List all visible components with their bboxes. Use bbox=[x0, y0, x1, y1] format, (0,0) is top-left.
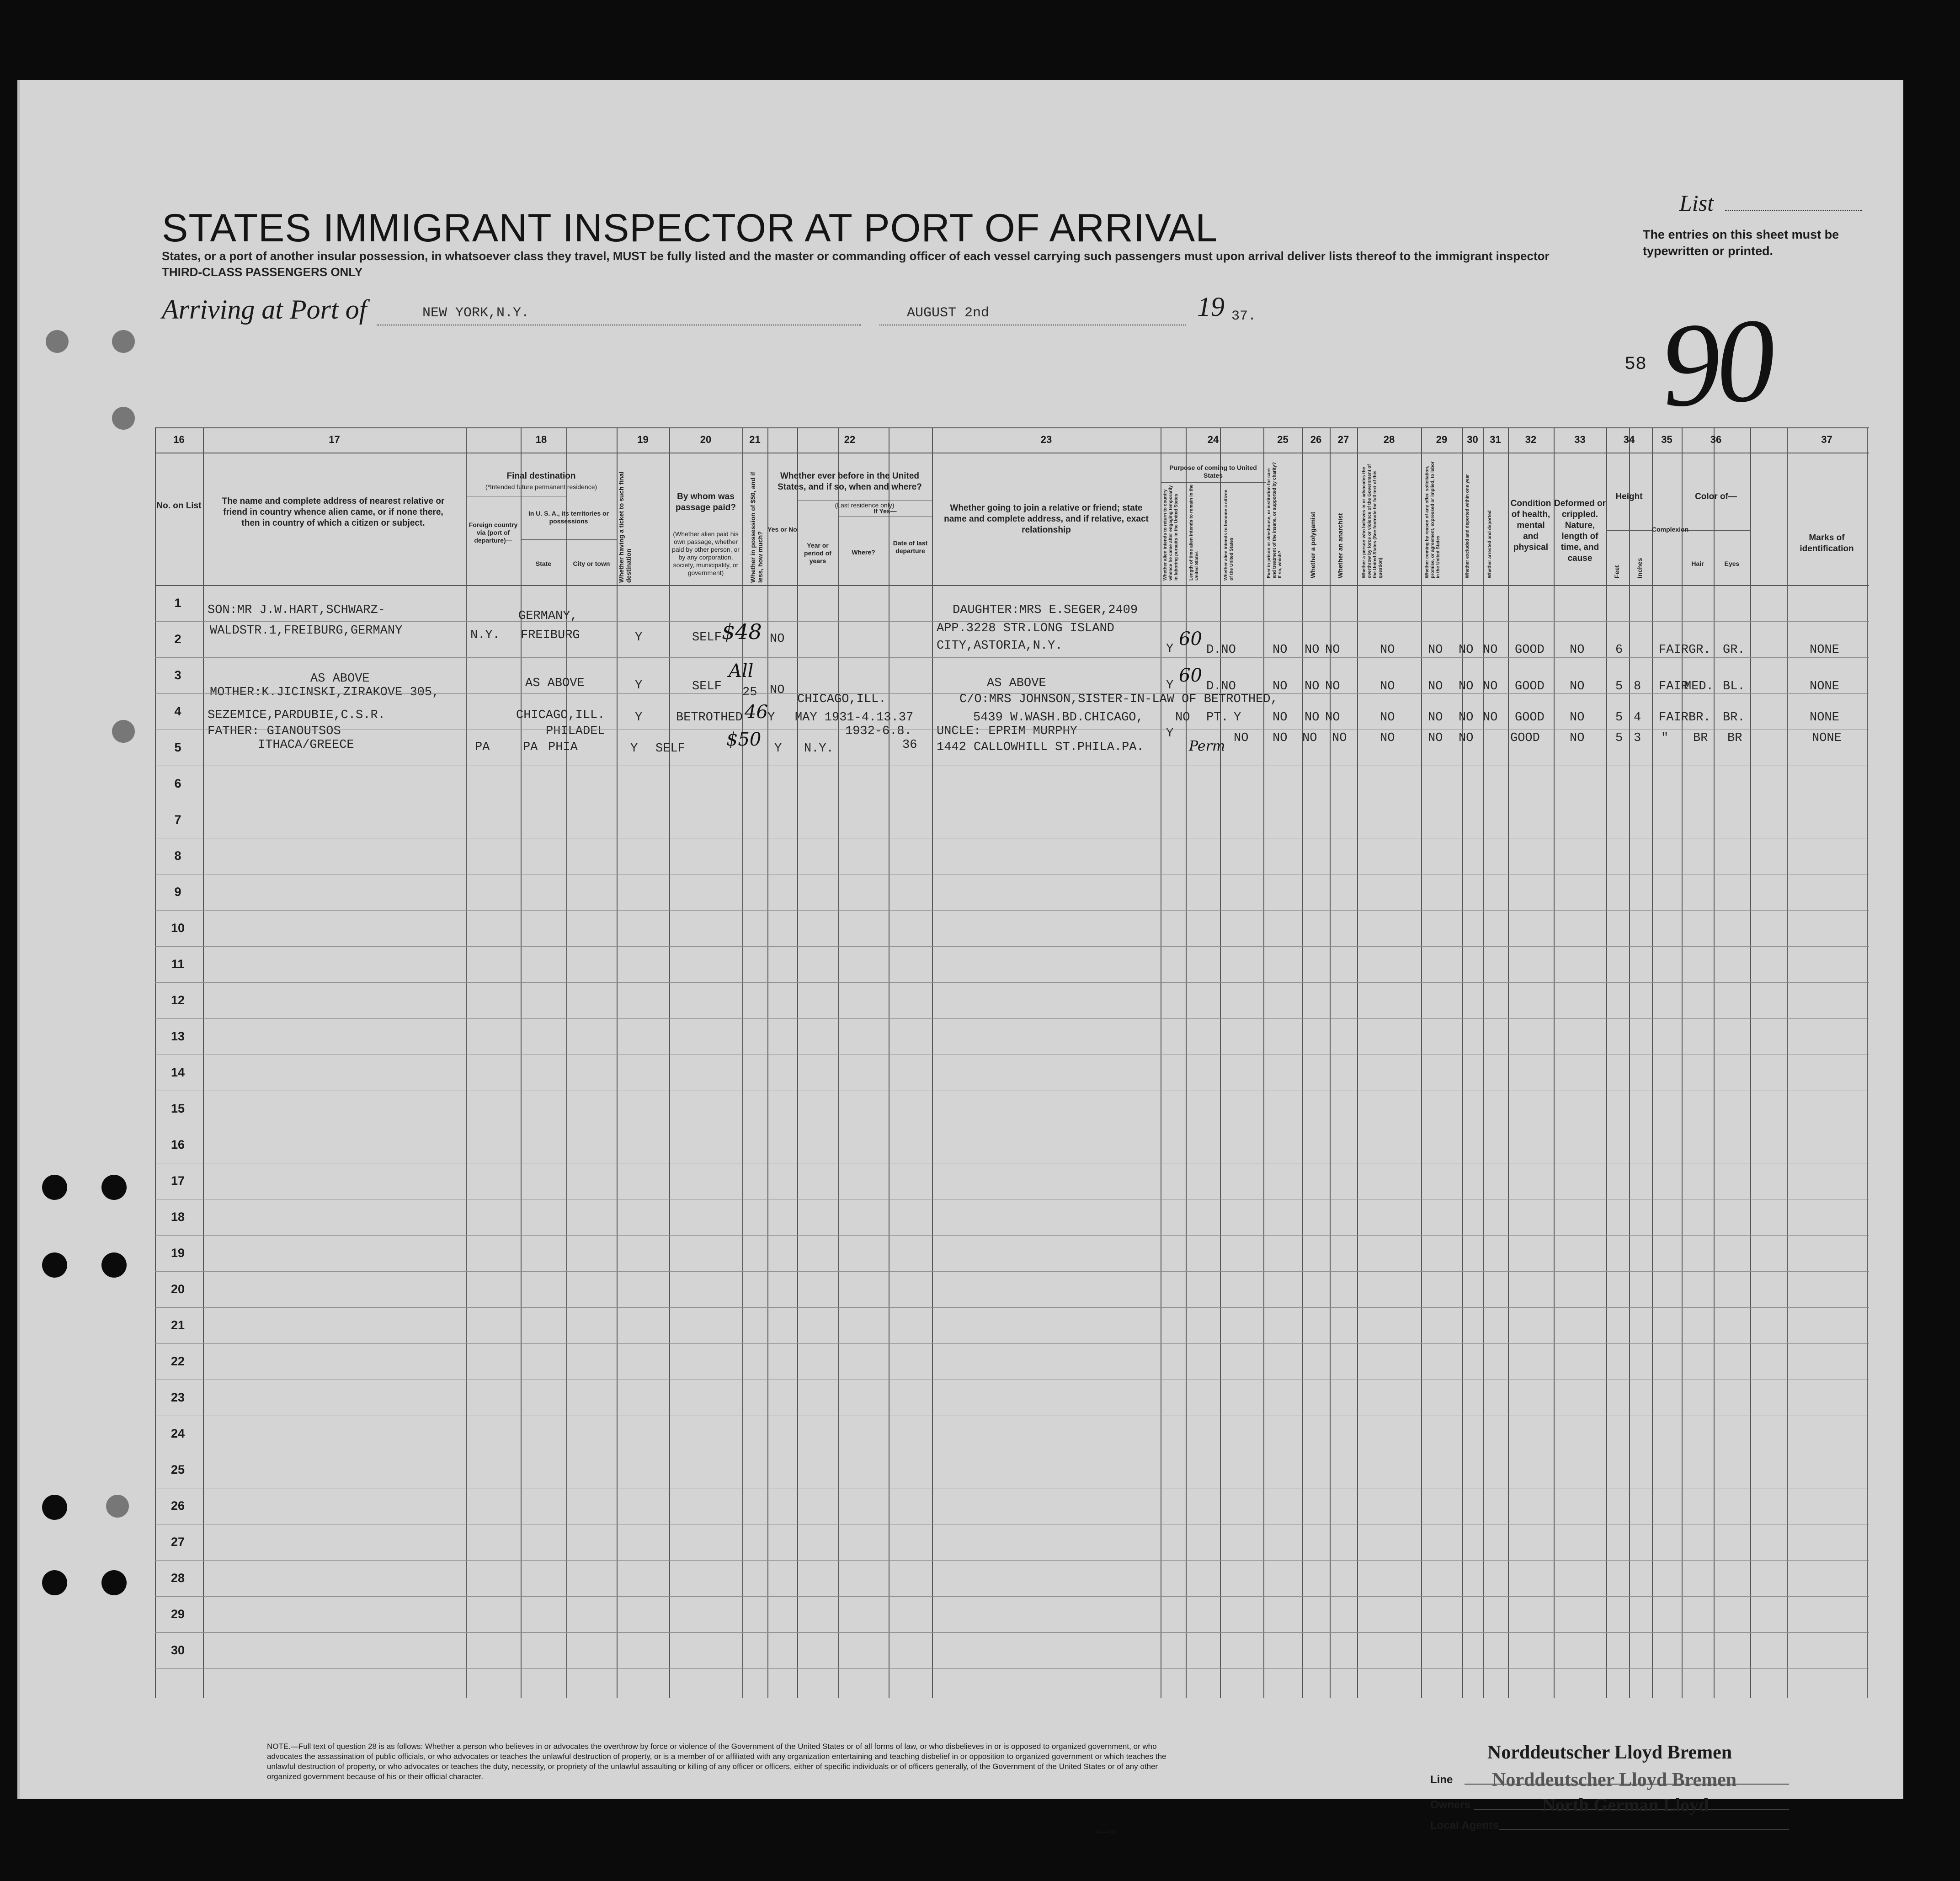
r1-q31: NO bbox=[1483, 643, 1498, 657]
r1-city: GERMANY, bbox=[518, 609, 578, 623]
colnum: 21 bbox=[749, 434, 761, 445]
manifest-table bbox=[155, 427, 1869, 1698]
hdr-money: Whether in possession of $50, and if less, how much? bbox=[749, 472, 764, 583]
r3-health: GOOD bbox=[1515, 680, 1545, 693]
year-prefix: 19 bbox=[1197, 292, 1225, 322]
row-number: 5 bbox=[174, 741, 181, 754]
page-stamp-number: 58 bbox=[1624, 354, 1647, 375]
row-line bbox=[155, 1018, 1869, 1019]
row-number: 9 bbox=[174, 885, 181, 899]
hdr-city: City or town bbox=[573, 560, 610, 567]
punch-hole bbox=[101, 1570, 127, 1595]
r3-anarchist: NO bbox=[1325, 680, 1340, 693]
punch-hole bbox=[112, 407, 135, 430]
list-underline bbox=[1725, 210, 1862, 211]
row-number: 4 bbox=[174, 704, 181, 718]
hdr-marks: Marks of identification bbox=[1800, 533, 1854, 554]
row-number: 14 bbox=[170, 1066, 185, 1079]
list-note: The entries on this sheet must be typewritten or printed. bbox=[1643, 228, 1839, 258]
punch-hole bbox=[112, 720, 135, 743]
list-label: List bbox=[1679, 190, 1714, 216]
r3b-health: GOOD bbox=[1515, 711, 1545, 725]
row-number: 24 bbox=[170, 1427, 185, 1440]
agents-label: Local Agents bbox=[1430, 1819, 1499, 1832]
r3-purpose-a2: NO bbox=[1175, 711, 1190, 725]
row-number: 2 bbox=[174, 632, 181, 646]
row-line bbox=[155, 1307, 1869, 1308]
r1-anarchist: NO bbox=[1325, 643, 1340, 657]
r3-polygamist: NO bbox=[1305, 680, 1320, 693]
r3-prison: NO bbox=[1273, 680, 1288, 693]
hdr-complexion: Complexion bbox=[1652, 526, 1689, 533]
colnum: 34 bbox=[1623, 434, 1635, 445]
owners-stamp: Norddeutscher Lloyd Bremen bbox=[1492, 1769, 1737, 1790]
hdr-where: Where? bbox=[852, 549, 875, 556]
r4-joining: UNCLE: EPRIM MURPHY bbox=[937, 725, 1077, 738]
colnum: 23 bbox=[1040, 434, 1052, 445]
punch-hole bbox=[101, 1175, 127, 1200]
hdr-before-us-note: (Last residence only) bbox=[835, 501, 895, 509]
r4-where: N.Y. bbox=[804, 742, 834, 756]
hdr-in-usa: In U. S. A., its territories or possessions bbox=[528, 510, 609, 525]
r3b-complexion: FAIR bbox=[1659, 711, 1688, 725]
row-number: 7 bbox=[174, 813, 181, 826]
punch-hole bbox=[42, 1570, 67, 1595]
hdr-no-on-list: No. on List bbox=[156, 501, 202, 511]
hdr-foreign-country: Foreign country via (port of departure)— bbox=[469, 521, 518, 544]
hdr-paid-by-note: (Whether alien paid his own passage, whether paid by other person, or by any corporation, society, municipality, or government) bbox=[672, 530, 740, 576]
row-number: 26 bbox=[170, 1499, 185, 1513]
r3-period: MAY 1931-4.13.37 bbox=[795, 711, 914, 725]
r4-q31: NO bbox=[1459, 731, 1474, 745]
r3-hair: MED. bbox=[1684, 680, 1714, 693]
r3-purpose-a: Y bbox=[1166, 679, 1174, 693]
hdr-polygamist: Whether a polygamist bbox=[1309, 512, 1316, 578]
r3-ticket: Y bbox=[635, 679, 643, 693]
r3-relative: SEZEMICE,PARDUBIE,C.S.R. bbox=[208, 709, 385, 722]
hdr-hair: Hair bbox=[1691, 560, 1704, 567]
r1-purpose-c: D.NO bbox=[1206, 643, 1236, 657]
punch-hole bbox=[42, 1175, 67, 1200]
punch-hole bbox=[42, 1495, 67, 1520]
r4-before: Y bbox=[774, 742, 782, 756]
r1-joining: CITY,ASTORIA,N.Y. bbox=[937, 639, 1063, 653]
r4-feet: 5 bbox=[1615, 731, 1623, 745]
r3-paid: BETROTHED bbox=[676, 711, 743, 725]
row-number: 21 bbox=[170, 1318, 185, 1332]
punch-hole bbox=[101, 1252, 127, 1278]
row-number: 30 bbox=[170, 1643, 185, 1657]
r3-ticket: Y bbox=[635, 711, 643, 725]
punch-hole bbox=[106, 1495, 129, 1518]
colnum: 36 bbox=[1710, 434, 1722, 445]
r3-money: 46 bbox=[745, 702, 768, 723]
r4-eyes: BR bbox=[1727, 731, 1742, 745]
r3-where: CHICAGO,ILL. bbox=[797, 693, 886, 706]
hdr-final-destination: Final destination bbox=[506, 471, 576, 481]
r3-q30: NO bbox=[1459, 680, 1474, 693]
hdr-final-destination-note: (*Intended future permanent residence) bbox=[485, 483, 597, 490]
r1-q29: NO bbox=[1428, 643, 1443, 657]
r3-joining: AS ABOVE bbox=[987, 677, 1046, 690]
row-number: 8 bbox=[174, 849, 181, 863]
r3b-eyes: BR. bbox=[1723, 711, 1745, 725]
third-class-note: THIRD-CLASS PASSENGERS ONLY bbox=[162, 265, 363, 279]
r4-prison: NO bbox=[1234, 731, 1249, 745]
r3-before: NO bbox=[770, 683, 785, 697]
r3-q31: NO bbox=[1483, 680, 1498, 693]
r1-city: FREIBURG bbox=[521, 629, 580, 642]
r1-relative: WALDSTR.1,FREIBURG,GERMANY bbox=[210, 624, 403, 638]
r3-relative: AS ABOVE bbox=[310, 672, 370, 686]
r3-relative: MOTHER:K.JICINSKI,ZIRAKOVE 305, bbox=[210, 686, 440, 699]
r4-relative: FATHER: GIANOUTSOS bbox=[208, 725, 341, 738]
r3-q28: NO bbox=[1380, 680, 1395, 693]
r1-hair: GR. bbox=[1688, 643, 1711, 657]
colnum: 16 bbox=[173, 434, 185, 445]
r3-deformed: NO bbox=[1570, 680, 1585, 693]
r4-marks: NONE bbox=[1812, 731, 1842, 745]
row-line bbox=[155, 1560, 1869, 1561]
row-number: 23 bbox=[170, 1391, 185, 1404]
r3-joining: C/O:MRS JOHNSON,SISTER-IN-LAW OF BETROTHED, bbox=[959, 693, 1278, 706]
hdr-health: Condition of health, mental and physical bbox=[1510, 499, 1551, 552]
hdr-q30: Whether excluded and deported within one year bbox=[1465, 474, 1470, 578]
r3-prison2: Y bbox=[1234, 711, 1241, 725]
hdr-prison: Ever in prison or almshouse, or institution for care and treatment of the insane, or supported by charity? If so, which? bbox=[1267, 462, 1283, 578]
r4-q28: NO bbox=[1332, 731, 1347, 745]
r3b-q31: NO bbox=[1483, 711, 1498, 725]
row-line bbox=[155, 1271, 1869, 1272]
r3-city: CHICAGO,ILL. bbox=[516, 709, 605, 722]
line-label: Line bbox=[1430, 1774, 1453, 1786]
year-suffix: 37. bbox=[1231, 309, 1257, 324]
r1-purpose-b: 60 bbox=[1179, 629, 1202, 650]
row-line bbox=[155, 910, 1869, 911]
r3b-marks: NONE bbox=[1810, 711, 1839, 725]
row-number: 25 bbox=[170, 1463, 185, 1476]
r4-period: 36 bbox=[902, 738, 917, 752]
colnum: 17 bbox=[329, 434, 340, 445]
row-line bbox=[155, 1668, 1869, 1669]
row-number: 3 bbox=[174, 668, 181, 682]
r4-city: PHIA bbox=[548, 741, 578, 754]
hdr-purpose: Purpose of coming to United States bbox=[1169, 464, 1257, 479]
r4-health: GOOD bbox=[1510, 731, 1540, 745]
r3-marks: NONE bbox=[1810, 680, 1839, 693]
r1-complexion: FAIR bbox=[1659, 643, 1688, 657]
r4-purpose-b: Perm bbox=[1189, 738, 1225, 754]
hdr-state: State bbox=[535, 560, 552, 567]
punch-hole bbox=[42, 1252, 67, 1278]
r4-joining: 1442 CALLOWHILL ST.PHILA.PA. bbox=[937, 741, 1144, 754]
row-line bbox=[155, 1235, 1869, 1236]
r4-polygamist: NO bbox=[1273, 731, 1288, 745]
r3b-q28: NO bbox=[1380, 711, 1395, 725]
port-field bbox=[377, 305, 861, 325]
r3b-q30: NO bbox=[1459, 711, 1474, 725]
hdr-inches: Inches bbox=[1636, 558, 1643, 578]
r1-prison: NO bbox=[1273, 643, 1288, 657]
r4-state: PA bbox=[523, 741, 538, 754]
r4-hair: BR bbox=[1693, 731, 1708, 745]
row-number: 6 bbox=[174, 777, 181, 790]
colnum: 31 bbox=[1490, 434, 1501, 445]
r1-money: $48 bbox=[722, 619, 762, 644]
r3b-deformed: NO bbox=[1570, 711, 1585, 725]
agents-underline bbox=[1499, 1829, 1789, 1830]
r4-ticket: Y bbox=[630, 742, 638, 756]
colnum: 24 bbox=[1207, 434, 1219, 445]
row-line bbox=[155, 1632, 1869, 1633]
row-line bbox=[155, 946, 1869, 947]
row-number: 15 bbox=[170, 1102, 185, 1115]
colnum: 18 bbox=[535, 434, 547, 445]
hdr-if-yes: If Yes— bbox=[873, 507, 897, 515]
row-number: 20 bbox=[170, 1282, 185, 1296]
hdr-ticket: Whether having a ticket to such final destination bbox=[618, 471, 632, 583]
r1-ticket: Y bbox=[635, 631, 643, 645]
row-number: 27 bbox=[170, 1535, 185, 1549]
r1-before: NO bbox=[770, 632, 785, 646]
r1-eyes: GR. bbox=[1723, 643, 1745, 657]
r4-purpose-a: Y bbox=[1166, 727, 1174, 741]
r3-before: Y bbox=[767, 711, 775, 725]
hdr-deformed: Deformed or crippled. Nature, length of time, and cause bbox=[1554, 499, 1606, 563]
row-number: 16 bbox=[170, 1138, 185, 1151]
colnum: 35 bbox=[1661, 434, 1672, 445]
r1-polygamist: NO bbox=[1305, 643, 1320, 657]
r1-q30: NO bbox=[1459, 643, 1474, 657]
colnum: 22 bbox=[844, 434, 856, 445]
r4-foreign: PA bbox=[475, 741, 490, 754]
port-value: NEW YORK,N.Y. bbox=[422, 305, 530, 321]
question-28-note: NOTE.—Full text of question 28 is as follows: Whether a person who believes in or advocates the overthrow by force or violence of the Government of the United States or of all forms of law, or who disbelieves in or is opposed to organized government, or who advocates the assassination of public officials, or who advocates or teaches the unlawful destruction of property, or is a member of or affiliated with any organization entertaining and teaching disbelief in or opposition to organized government or which teaches the unlawful destruction of property, or who advocates or teaches the duty, necessity, or propriety of the unlawful assaulting or killing of any officer or officers, either of specific individuals or of officers generally, of the Government of the United States or of any other organized government because of his or their official character. bbox=[267, 1742, 1166, 1781]
r3b-polygamist: NO bbox=[1305, 711, 1320, 725]
r4-city: PHILADEL bbox=[546, 725, 605, 738]
r1-purpose-a: Y bbox=[1166, 642, 1174, 656]
r3-money: All bbox=[729, 661, 754, 682]
hdr-relative: The name and complete address of nearest relative or friend in country whence alien came, or if none there, then in country of which a citizen or subject. bbox=[222, 496, 445, 528]
colnum: 26 bbox=[1310, 434, 1322, 445]
r1-joining: APP.3228 STR.LONG ISLAND bbox=[937, 622, 1114, 635]
row-number: 17 bbox=[170, 1174, 185, 1188]
colnum: 19 bbox=[637, 434, 649, 445]
row-number: 28 bbox=[170, 1571, 185, 1585]
r4-relative: ITHACA/GREECE bbox=[258, 738, 354, 752]
colnum: 37 bbox=[1821, 434, 1832, 445]
r3-complexion: FAIR bbox=[1659, 680, 1688, 693]
row-number: 11 bbox=[171, 957, 185, 971]
hdr-height: Height bbox=[1615, 492, 1643, 501]
colnum: 27 bbox=[1337, 434, 1349, 445]
form-code: 14—430 bbox=[1094, 1828, 1117, 1835]
hdr-anarchist: Whether an anarchist bbox=[1337, 513, 1344, 578]
r3-purpose-c2: PT. bbox=[1206, 711, 1229, 725]
r3-joining: 5439 W.WASH.BD.CHICAGO, bbox=[973, 711, 1144, 725]
row-line bbox=[155, 621, 1869, 622]
row-line bbox=[155, 693, 1869, 694]
r4-q29: NO bbox=[1380, 731, 1395, 745]
colnum: 32 bbox=[1525, 434, 1537, 445]
punch-hole bbox=[46, 330, 69, 353]
r3b-anarchist: NO bbox=[1325, 711, 1340, 725]
r3b-feet: 5 bbox=[1615, 711, 1623, 725]
manifest-sheet bbox=[17, 80, 1903, 1835]
r1-deformed: NO bbox=[1570, 643, 1585, 657]
row-number: 13 bbox=[170, 1029, 185, 1043]
hdr-purpose-c: Whether alien intends to become a citizen of the United States bbox=[1224, 490, 1234, 581]
r3-q29: NO bbox=[1428, 680, 1443, 693]
r3b-prison: NO bbox=[1273, 711, 1288, 725]
row-line bbox=[155, 1343, 1869, 1344]
punch-hole bbox=[112, 330, 135, 353]
agents-stamp: North German Lloyd bbox=[1542, 1795, 1709, 1815]
r1-q28: NO bbox=[1380, 643, 1395, 657]
r3b-hair: BR. bbox=[1688, 711, 1711, 725]
row-number: 10 bbox=[170, 921, 185, 935]
colnum: 25 bbox=[1277, 434, 1289, 445]
r1-paid: SELF bbox=[692, 631, 722, 645]
r4-complexion: " bbox=[1661, 731, 1669, 745]
colnum: 29 bbox=[1436, 434, 1448, 445]
r4-paid: SELF bbox=[655, 742, 685, 756]
hdr-q31: Whether arrested and deported bbox=[1487, 510, 1492, 578]
hdr-q29: Whether coming by reason of any offer, solicitation, promise, or agreement, expressed or implied, to labor in the United States bbox=[1425, 461, 1441, 578]
hdr-purpose-a: Whether alien intends to return to country whence he came after engaging temporarily in laboring pursuits in the United States bbox=[1163, 485, 1179, 581]
row-line bbox=[155, 982, 1869, 983]
row-number: 19 bbox=[170, 1246, 185, 1260]
colnum: 30 bbox=[1467, 434, 1478, 445]
r4-inches: 3 bbox=[1634, 731, 1641, 745]
colnum: 28 bbox=[1383, 434, 1395, 445]
r3-money: 25 bbox=[742, 686, 757, 699]
r4-q30: NO bbox=[1428, 731, 1443, 745]
hdr-eyes: Eyes bbox=[1724, 560, 1740, 567]
owners-label: Owners bbox=[1430, 1799, 1471, 1811]
row-number: 12 bbox=[170, 993, 185, 1007]
row-number: 18 bbox=[170, 1210, 185, 1224]
r4-anarchist: NO bbox=[1302, 731, 1317, 745]
hdr-joining: Whether going to join a relative or friend; state name and complete address, and if relative, exact relationship bbox=[944, 503, 1149, 535]
r3-feet: 5 bbox=[1615, 680, 1623, 693]
colnum: 33 bbox=[1574, 434, 1586, 445]
row-number: 22 bbox=[170, 1354, 185, 1368]
r1-marks: NONE bbox=[1810, 643, 1839, 657]
r1-foreign: N.Y. bbox=[470, 629, 500, 642]
row-line bbox=[155, 657, 1869, 658]
row-number: 29 bbox=[170, 1607, 185, 1621]
r3b-q29: NO bbox=[1428, 711, 1443, 725]
list-number-handwritten: 90 bbox=[1656, 293, 1775, 433]
r1-feet: 6 bbox=[1615, 643, 1623, 657]
r4-money: $50 bbox=[726, 729, 762, 750]
r4-period: 1932-6.8. bbox=[845, 725, 912, 738]
hdr-before-us: Whether ever before in the United States, and if so, when and where? bbox=[778, 471, 922, 492]
date-field bbox=[879, 305, 1186, 325]
hdr-paid-by: By whom was passage paid? bbox=[676, 492, 736, 512]
arriving-label: Arriving at Port of bbox=[162, 294, 367, 325]
r4-deformed: NO bbox=[1570, 731, 1585, 745]
line-stamp: Norddeutscher Lloyd Bremen bbox=[1487, 1742, 1732, 1763]
r3-purpose-b: 60 bbox=[1179, 665, 1202, 686]
r1-joining: DAUGHTER:MRS E.SEGER,2409 bbox=[953, 603, 1138, 617]
r1-relative: SON:MR J.W.HART,SCHWARZ- bbox=[208, 603, 385, 617]
hdr-purpose-b: Length of time alien intends to remain in the United States bbox=[1189, 484, 1199, 581]
r3-city: AS ABOVE bbox=[525, 677, 585, 690]
row-line bbox=[155, 1596, 1869, 1597]
date-value: AUGUST 2nd bbox=[907, 305, 990, 321]
r3-purpose-c: D.NO bbox=[1206, 680, 1236, 693]
form-title: STATES IMMIGRANT INSPECTOR AT PORT OF ARRIVAL bbox=[162, 206, 1218, 250]
row-number: 1 bbox=[174, 596, 181, 610]
r3-inches: 8 bbox=[1634, 680, 1641, 693]
colnum: 20 bbox=[700, 434, 712, 445]
r3b-inches: 4 bbox=[1634, 711, 1641, 725]
r1-health: GOOD bbox=[1515, 643, 1545, 657]
hdr-color-of: Color of— bbox=[1695, 492, 1737, 501]
hdr-feet: Feet bbox=[1613, 565, 1620, 578]
form-subtitle: States, or a port of another insular possession, in whatsoever class they travel, MUST be fully listed and the master or commanding officer of each vessel carrying such passengers must upon arrival deliver lists thereof to the immigrant inspector bbox=[162, 249, 1550, 263]
r3-eyes: BL. bbox=[1723, 680, 1745, 693]
hdr-date-departure: Date of last departure bbox=[893, 539, 928, 554]
r3-paid: SELF bbox=[692, 680, 722, 693]
hdr-q28: Whether a person who believes in or advocates the overthrow by force or violence of the Government of the United States (See footnote for full text of this question) bbox=[1362, 464, 1383, 578]
hdr-year-period: Year or period of years bbox=[804, 542, 831, 565]
hdr-yes-no: Yes or No bbox=[767, 526, 797, 533]
